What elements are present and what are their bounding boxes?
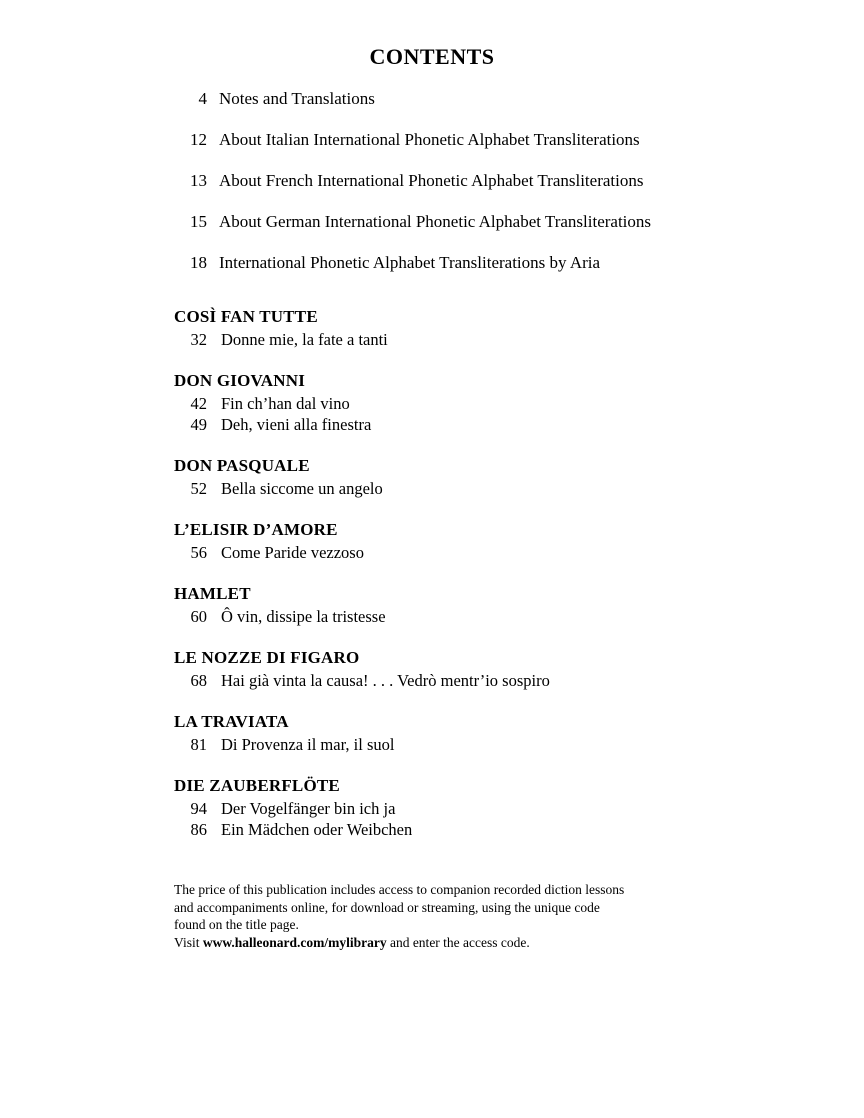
aria-list bbox=[0, 670, 864, 691]
entry-page-number: 56 bbox=[190, 543, 207, 562]
opera-title: L’ELISIR D’AMORE bbox=[174, 520, 338, 539]
entry-title: Ô vin, dissipe la tristesse bbox=[221, 607, 386, 626]
entry-page-number: 4 bbox=[198, 89, 207, 108]
halleonard-library-url[interactable]: www.halleonard.com/mylibrary bbox=[202, 934, 387, 950]
entry-page-number: 42 bbox=[190, 394, 207, 413]
opera-section bbox=[0, 774, 864, 840]
front-matter-entry[interactable] bbox=[0, 129, 864, 170]
aria-list bbox=[0, 393, 864, 435]
entry-page-number: 49 bbox=[190, 415, 207, 434]
opera-section bbox=[0, 369, 864, 435]
entry-title: Der Vogelfänger bin ich ja bbox=[221, 799, 396, 818]
entry-page-number: 15 bbox=[190, 212, 207, 231]
entry-title: Hai già vinta la causa! . . . Vedrò mentr’io sospiro bbox=[221, 671, 550, 690]
page-title: CONTENTS bbox=[369, 44, 495, 69]
footer-note bbox=[174, 881, 714, 951]
aria-list bbox=[0, 734, 864, 755]
footer-line-1: The price of this publication includes access to companion recorded diction lessons bbox=[174, 882, 625, 897]
aria-entry[interactable] bbox=[0, 329, 864, 350]
aria-entry[interactable] bbox=[0, 478, 864, 499]
aria-entry[interactable] bbox=[0, 542, 864, 563]
opera-section bbox=[0, 646, 864, 691]
aria-entry[interactable] bbox=[0, 734, 864, 755]
entry-page-number: 86 bbox=[190, 820, 207, 839]
footer-visit-prefix: Visit bbox=[174, 934, 203, 950]
opera-title: COSÌ FAN TUTTE bbox=[174, 307, 318, 326]
aria-list bbox=[0, 606, 864, 627]
entry-page-number: 32 bbox=[190, 330, 207, 349]
opera-section bbox=[0, 305, 864, 350]
entry-title: Come Paride vezzoso bbox=[221, 543, 364, 562]
aria-entry[interactable] bbox=[0, 606, 864, 627]
entry-title: Notes and Translations bbox=[219, 89, 375, 108]
front-matter-entry[interactable] bbox=[0, 252, 864, 293]
front-matter-entry[interactable] bbox=[0, 170, 864, 211]
footer-visit-line bbox=[174, 934, 714, 952]
entry-title: Di Provenza il mar, il suol bbox=[221, 735, 395, 754]
entry-page-number: 68 bbox=[190, 671, 207, 690]
entry-title: Donne mie, la fate a tanti bbox=[221, 330, 388, 349]
entry-page-number: 18 bbox=[190, 253, 207, 272]
front-matter-list bbox=[0, 88, 864, 293]
aria-entry[interactable] bbox=[0, 819, 864, 840]
opera-title: LE NOZZE DI FIGARO bbox=[174, 648, 360, 667]
table-of-contents bbox=[0, 88, 864, 859]
section-list bbox=[0, 305, 864, 840]
aria-entry[interactable] bbox=[0, 393, 864, 414]
entry-page-number: 60 bbox=[190, 607, 207, 626]
opera-section bbox=[0, 582, 864, 627]
aria-entry[interactable] bbox=[0, 798, 864, 819]
front-matter-entry[interactable] bbox=[0, 211, 864, 252]
aria-list bbox=[0, 542, 864, 563]
front-matter-entry[interactable] bbox=[0, 88, 864, 129]
entry-page-number: 52 bbox=[190, 479, 207, 498]
opera-title: DIE ZAUBERFLÖTE bbox=[174, 776, 340, 795]
entry-title: Bella siccome un angelo bbox=[221, 479, 383, 498]
entry-page-number: 13 bbox=[190, 171, 207, 190]
aria-list bbox=[0, 329, 864, 350]
entry-page-number: 12 bbox=[190, 130, 207, 149]
entry-title: Deh, vieni alla finestra bbox=[221, 415, 372, 434]
footer-visit-suffix: and enter the access code. bbox=[386, 934, 530, 950]
footer-line-3: found on the title page. bbox=[174, 917, 299, 932]
entry-page-number: 81 bbox=[190, 735, 207, 754]
opera-title: DON GIOVANNI bbox=[174, 371, 306, 390]
entry-title: About Italian International Phonetic Alphabet Transliterations bbox=[219, 130, 640, 149]
entry-title: International Phonetic Alphabet Transliterations by Aria bbox=[219, 253, 601, 272]
opera-title: LA TRAVIATA bbox=[174, 712, 289, 731]
aria-entry[interactable] bbox=[0, 414, 864, 435]
aria-list bbox=[0, 478, 864, 499]
entry-page-number: 94 bbox=[190, 799, 207, 818]
entry-title: Ein Mädchen oder Weibchen bbox=[221, 820, 413, 839]
opera-section bbox=[0, 454, 864, 499]
entry-title: About French International Phonetic Alphabet Transliterations bbox=[219, 171, 644, 190]
opera-section bbox=[0, 710, 864, 755]
entry-title: Fin ch’han dal vino bbox=[221, 394, 350, 413]
entry-title: About German International Phonetic Alphabet Transliterations bbox=[219, 212, 652, 231]
opera-title: HAMLET bbox=[174, 584, 251, 603]
aria-list bbox=[0, 798, 864, 840]
footer-line-2: and accompaniments online, for download or streaming, using the unique code bbox=[174, 899, 600, 915]
opera-section bbox=[0, 518, 864, 563]
aria-entry[interactable] bbox=[0, 670, 864, 691]
opera-title: DON PASQUALE bbox=[174, 456, 310, 475]
